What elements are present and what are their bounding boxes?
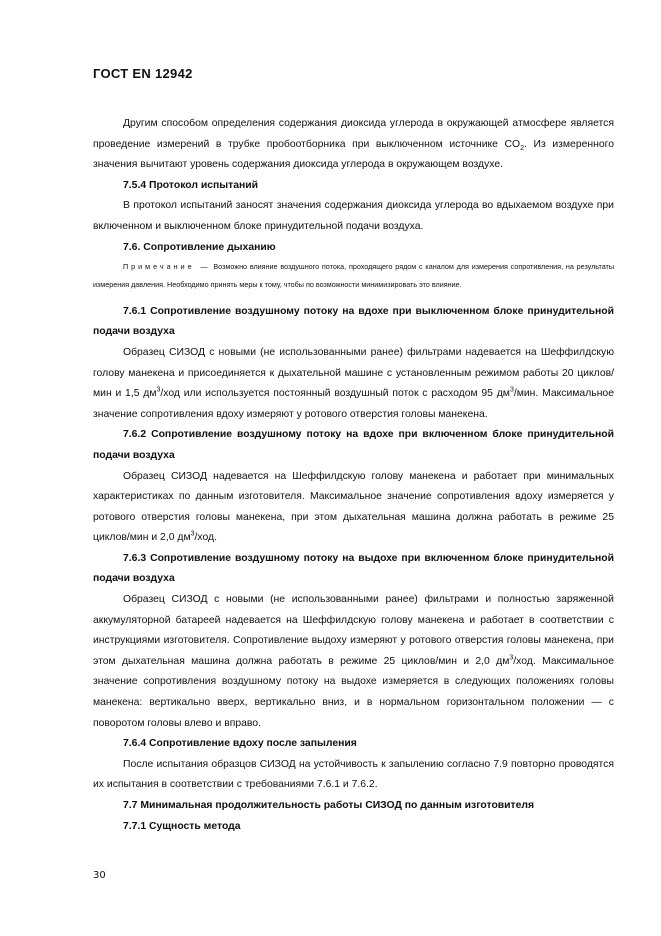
heading-7-7: 7.7 Минимальная продолжительность работы СИЗОД по данным изготовителя	[123, 800, 535, 811]
page-number: 30	[93, 870, 106, 881]
note-text: Возможно влияние воздушного потока, проходящего рядом с каналом для измерения сопротивления, на результаты измерения давления. Необходимо принять меры к тому, чтобы по возможности минимизировать это влияние.	[93, 262, 614, 289]
p761-text-b: /ход или используется постоянный воздушный поток с расходом 95 дм	[160, 388, 510, 400]
p761-sup-2: 3	[509, 386, 514, 394]
p761-text-a: Образец СИЗОД с новыми (не использованными ранее) фильтрами надевается на Шеффилдскую голову манекена и присоединяется к дыхательной машине с установленным режимом работы 20 циклов/мин и 1,5 дм	[93, 346, 614, 400]
p762-sup: 3	[190, 530, 195, 538]
note-paragraph	[93, 258, 614, 294]
p1-text-b: . Из измеренного значения вычитают уровень содержания диоксида углерода в окружающем воздухе.	[93, 138, 614, 171]
p763-text-a: Образец СИЗОД с новыми (не использованными ранее) фильтрами и полностью заряженной аккумуляторной батареей надевается на Шеффилдскую голову манекена и работает в соответствии с инструкциями изготовителя. Сопротивление выдоху измеряют у ротового отверстия головы манекена, при этом дыхательная машина должна работать в режиме 25 циклов/мин и 2,0 дм	[93, 594, 614, 667]
heading-7-6-4: 7.6.4 Сопротивление вдоху после запыления	[123, 738, 357, 750]
p763-text-b: /ход. Максимальное значение сопротивления воздушному потоку на выдохе измеряется в следующих положениях головы манекена: вертикально вверх, вертикально вниз, и в нормальном горизонтальном положении — с поворотом головы влево и вправо.	[93, 655, 614, 729]
p761-text-c: /мин. Максимальное значение сопротивления вдоху измеряют у ротового отверстия головы манекена.	[93, 388, 614, 420]
heading-7-7-1: 7.7.1 Сущность метода	[123, 820, 241, 832]
document-header: ГОСТ EN 12942	[93, 66, 193, 81]
p762-text-b: /ход.	[194, 532, 217, 544]
paragraph-7-6-4: После испытания образцов СИЗОД на устойчивость к запылению согласно 7.9 повторно проводятся их испытания в соответствии с требованиями 7.6.1 и 7.6.2.	[93, 758, 614, 791]
p762-text-a: Образец СИЗОД надевается на Шеффилдскую голову манекена и работает при минимальных характеристиках по данным изготовителя. Максимальное значение сопротивления вдоху измеряется у ротового отверстия головы манекена, при этом дыхательная машина должна работать в режиме 25 циклов/мин и 2,0 дм	[93, 470, 614, 544]
note-label: Примечание —	[123, 262, 211, 272]
heading-7-5-4: 7.5.4 Протокол испытаний	[123, 179, 259, 191]
paragraph-co2-measurement	[93, 114, 614, 176]
p1-subscript: 2	[520, 144, 525, 152]
paragraph-7-5-4: В протокол испытаний заносят значения содержания диоксида углерода во вдыхаемом воздухе при включенном и выключенном блоке принудительной подачи воздуха.	[93, 200, 614, 232]
document-body	[93, 114, 614, 837]
paragraph-7-6-2	[93, 467, 614, 549]
paragraph-7-6-1	[93, 343, 614, 425]
p763-sup: 3	[509, 654, 514, 662]
heading-7-6-2: 7.6.2 Сопротивление воздушному потоку на вдохе при включенном блоке принудительной подачи воздуха	[93, 429, 614, 461]
heading-7-6: 7.6. Сопротивление дыханию	[123, 241, 276, 253]
heading-7-6-1: 7.6.1 Сопротивление воздушному потоку на вдохе при выключенном блоке принудительной подачи воздуха	[93, 305, 614, 338]
paragraph-7-6-3	[93, 590, 614, 734]
p1-text-a: Другим способом определения содержания диоксида углерода в окружающей атмосфере является проведение измерений в трубке пробоотборника при выключенном источнике CO	[93, 118, 614, 150]
p761-sup-1: 3	[156, 386, 161, 394]
heading-7-6-3: 7.6.3 Сопротивление воздушному потоку на выдохе при включенном блоке принудительной подачи воздуха	[93, 552, 614, 585]
